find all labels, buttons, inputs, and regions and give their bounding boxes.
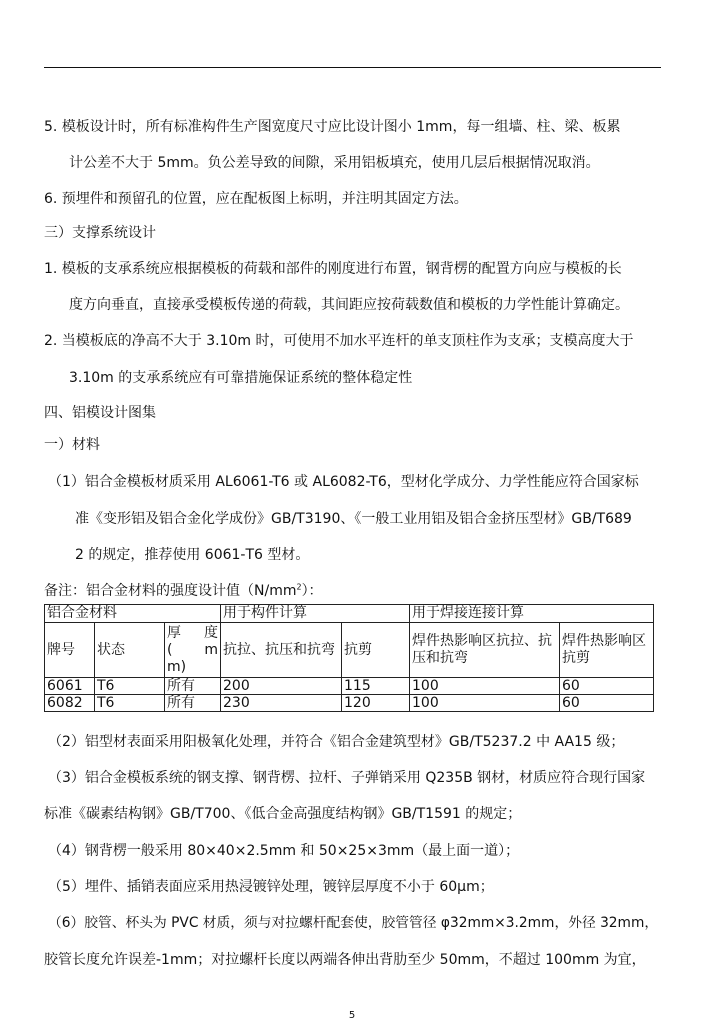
text-line-18: （4）钢背楞一般采用 80×40×2.5mm 和 50×25×3mm（最上面一道）； xyxy=(48,843,520,859)
text-line-13: 2 的规定，推荐使用 6061-T6 型材。 xyxy=(75,547,310,563)
text-line-21: 胶管长度允许误差-1mm；对拉螺杆长度以两端各伸出背肋至少 50mm，不超过 100mm 为宜， xyxy=(44,952,646,968)
section-heading-material: 一）材料 xyxy=(44,437,100,453)
text-line-6: 度方向垂直，直接承受模板传递的荷载，其间距应按荷载数值和模板的力学性能计算确定。 xyxy=(69,297,629,313)
cell-shear: 120 xyxy=(342,695,410,712)
text-line-3: 6. 预埋件和预留孔的位置，应在配板图上标明，并注明其固定方法。 xyxy=(44,191,468,207)
header-grade: 牌号 xyxy=(45,623,95,678)
header-rule xyxy=(44,67,661,68)
table-note-text: 备注：铝合金材料的强度设计值（N/mm xyxy=(44,583,297,599)
strength-table xyxy=(44,604,654,712)
cell-grade: 6061 xyxy=(45,678,95,695)
cell-grade: 6082 xyxy=(45,695,95,712)
cell-tension: 200 xyxy=(221,678,342,695)
table-row xyxy=(45,695,654,712)
section-heading-support: 三）支撑系统设计 xyxy=(44,225,156,241)
cell-haz-shear: 60 xyxy=(560,695,654,712)
cell-thickness: 所有 xyxy=(165,695,221,712)
cell-tension: 230 xyxy=(221,695,342,712)
cell-state: T6 xyxy=(95,695,165,712)
header-state: 状态 xyxy=(95,623,165,678)
text-line-1: 5. 模板设计时，所有标准构件生产图宽度尺寸应比设计图小 1mm，每一组墙、柱、梁、板累 xyxy=(44,119,621,135)
page-number: 5 xyxy=(348,1010,356,1021)
text-line-12: 准《变形铝及铝合金化学成份》GB/T3190、《一般工业用铝及铝合金挤压型材》GB/T689 xyxy=(75,511,632,527)
cell-state: T6 xyxy=(95,678,165,695)
header-thickness-line-2: ( m xyxy=(167,641,218,658)
table-note xyxy=(44,582,323,600)
text-line-11: （1）铝合金模板材质采用 AL6061-T6 或 AL6082-T6，型材化学成分、力学性能应符合国家标 xyxy=(48,474,639,490)
table-row xyxy=(45,678,654,695)
text-line-8: 3.10m 的支承系统应有可靠措施保证系统的整体稳定性 xyxy=(69,370,413,386)
section-heading-atlas: 四、铝模设计图集 xyxy=(44,405,156,421)
group-member-cell: 用于构件计算 xyxy=(221,605,410,623)
header-haz-shear: 焊件热影响区抗剪 xyxy=(560,623,654,678)
text-line-19: （5）埋件、插销表面应采用热浸镀锌处理，镀锌层厚度不小于 60μm； xyxy=(48,879,494,895)
cell-thickness: 所有 xyxy=(165,678,221,695)
group-material-cell: 铝合金材料 xyxy=(45,605,221,623)
text-line-16: （3）铝合金模板系统的钢支撑、钢背楞、拉杆、子弹销采用 Q235B 钢材，材质应符合现行国家 xyxy=(48,770,646,786)
header-thickness-line-3: m) xyxy=(167,658,187,675)
header-shear: 抗剪 xyxy=(342,623,410,678)
header-haz-tension: 焊件热影响区抗拉、抗压和抗弯 xyxy=(410,623,560,678)
text-line-5: 1. 模板的支承系统应根据模板的荷载和部件的刚度进行布置，钢背楞的配置方向应与模板的长 xyxy=(44,261,622,277)
cell-haz-tension: 100 xyxy=(410,695,560,712)
cell-haz-shear: 60 xyxy=(560,678,654,695)
table-note-end: ）： xyxy=(301,583,323,599)
table-group-header-row xyxy=(45,605,654,623)
text-line-7: 2. 当模板底的净高不大于 3.10m 时，可使用不加水平连杆的单支顶柱作为支承；支模高度大于 xyxy=(44,333,634,349)
header-thickness-line-1: 厚 度 xyxy=(167,624,218,641)
text-line-17: 标准《碳素结构钢》GB/T700、《低合金高强度结构钢》GB/T1591 的规定； xyxy=(44,806,522,822)
cell-haz-tension: 100 xyxy=(410,678,560,695)
table-note-superscript: 2 xyxy=(296,582,302,592)
header-tension: 抗拉、抗压和抗弯 xyxy=(221,623,342,678)
header-thickness xyxy=(165,623,221,678)
table-header-row xyxy=(45,623,654,678)
group-weld-cell: 用于焊接连接计算 xyxy=(410,605,654,623)
text-line-20: （6）胶管、杯头为 PVC 材质，须与对拉螺杆配套使，胶管管径 φ32mm×3.2mm，外径 32mm， xyxy=(48,915,659,931)
text-line-15: （2）铝型材表面采用阳极氧化处理，并符合《铝合金建筑型材》GB/T5237.2 中 AA15 级； xyxy=(48,734,625,750)
text-line-2: 计公差不大于 5mm。负公差导致的间隙，采用铝板填充，使用几层后根据情况取消。 xyxy=(69,155,600,171)
cell-shear: 115 xyxy=(342,678,410,695)
